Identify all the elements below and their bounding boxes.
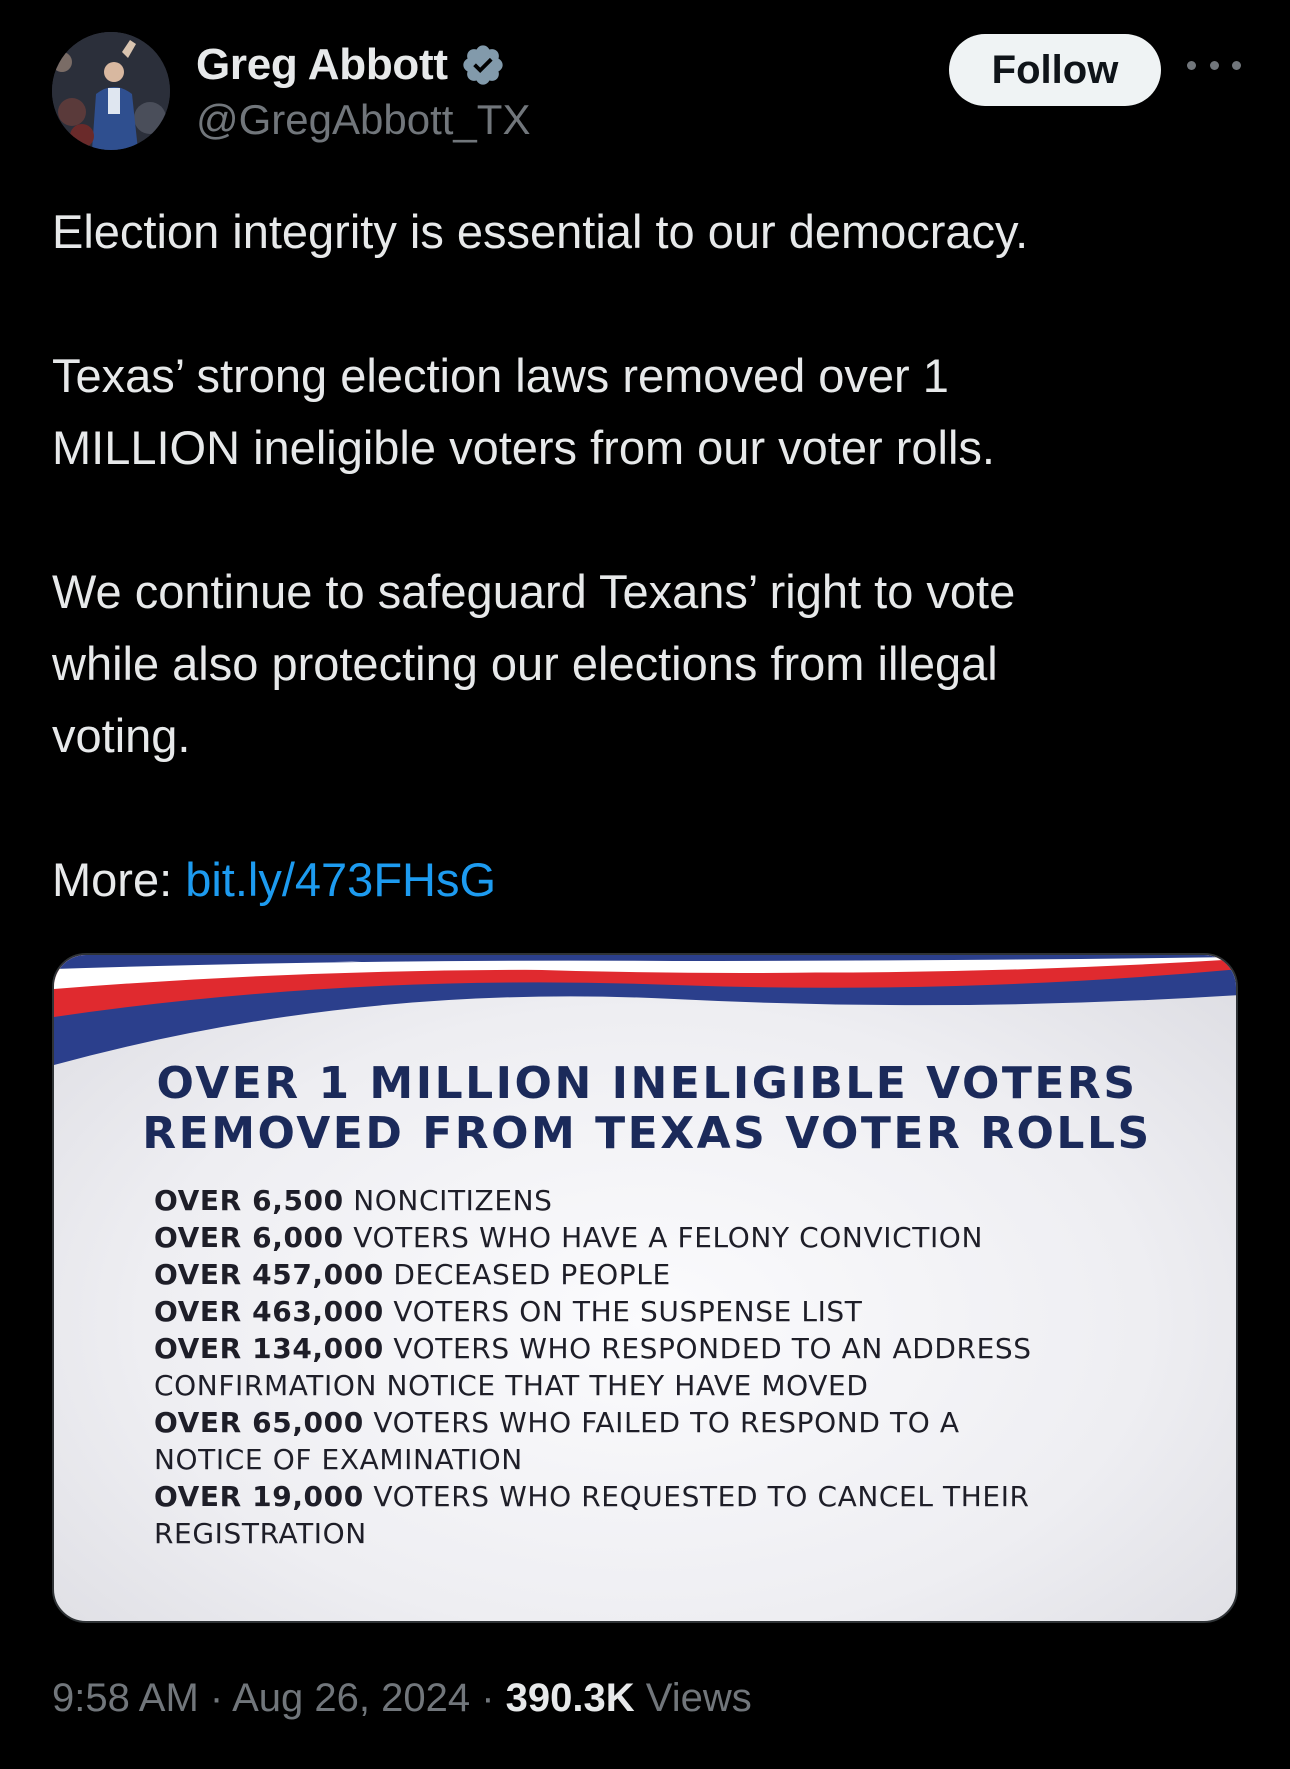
verified-badge-icon bbox=[460, 42, 506, 88]
stat-text: VOTERS WHO REQUESTED TO CANCEL THEIR bbox=[363, 1480, 1030, 1513]
display-name[interactable]: Greg Abbott bbox=[196, 40, 448, 89]
media-card[interactable] bbox=[52, 953, 1238, 1623]
timestamp-time[interactable]: 9:58 AM bbox=[52, 1676, 199, 1720]
stat-row bbox=[154, 1478, 1154, 1515]
stat-row bbox=[154, 1182, 1154, 1219]
follow-button[interactable]: Follow bbox=[949, 34, 1161, 106]
stat-text: NONCITIZENS bbox=[343, 1184, 553, 1217]
card-headline-line: OVER 1 MILLION INELIGIBLE VOTERS bbox=[156, 1058, 1138, 1109]
tweet-metadata bbox=[52, 1676, 752, 1721]
flag-wave-graphic bbox=[54, 955, 1238, 1075]
stat-number: OVER 457,000 bbox=[154, 1258, 384, 1291]
stat-text: VOTERS WHO FAILED TO RESPOND TO A bbox=[363, 1406, 960, 1439]
avatar-photo-icon bbox=[52, 32, 170, 150]
stat-row bbox=[154, 1404, 1154, 1441]
views-count[interactable]: 390.3K bbox=[505, 1676, 635, 1720]
tweet-paragraph: MILLION ineligible voters from our voter rolls. bbox=[52, 421, 995, 474]
stat-row bbox=[154, 1219, 1154, 1256]
avatar[interactable] bbox=[52, 32, 170, 150]
stat-number: OVER 19,000 bbox=[154, 1480, 364, 1513]
stat-text: NOTICE OF EXAMINATION bbox=[154, 1443, 523, 1476]
tweet-paragraph: We continue to safeguard Texans’ right to vote bbox=[52, 565, 1016, 618]
stat-number: OVER 65,000 bbox=[154, 1406, 364, 1439]
tweet-paragraph: voting. bbox=[52, 709, 191, 762]
card-stats-list bbox=[154, 1182, 1154, 1552]
stat-text: DECEASED PEOPLE bbox=[383, 1258, 671, 1291]
stat-row bbox=[154, 1256, 1154, 1293]
stat-text: CONFIRMATION NOTICE THAT THEY HAVE MOVED bbox=[154, 1369, 869, 1402]
card-headline bbox=[54, 1059, 1238, 1159]
tweet-paragraph: Election integrity is essential to our democracy. bbox=[52, 205, 1029, 258]
stat-number: OVER 134,000 bbox=[154, 1332, 384, 1365]
stat-row bbox=[154, 1367, 1154, 1404]
stat-text: VOTERS ON THE SUSPENSE LIST bbox=[383, 1295, 863, 1328]
tweet-paragraph: Texas’ strong election laws removed over 1 bbox=[52, 349, 949, 402]
stat-row bbox=[154, 1293, 1154, 1330]
stat-text: VOTERS WHO HAVE A FELONY CONVICTION bbox=[343, 1221, 983, 1254]
stat-row bbox=[154, 1515, 1154, 1552]
card-headline-line: REMOVED FROM TEXAS VOTER ROLLS bbox=[142, 1108, 1152, 1159]
timestamp-date[interactable]: Aug 26, 2024 bbox=[232, 1676, 471, 1720]
tweet-paragraph: while also protecting our elections from illegal bbox=[52, 637, 998, 690]
more-label: More: bbox=[52, 853, 173, 906]
user-handle[interactable]: @GregAbbott_TX bbox=[196, 96, 531, 143]
tweet-text bbox=[52, 196, 1232, 916]
views-label: Views bbox=[634, 1676, 752, 1720]
stat-row bbox=[154, 1330, 1154, 1367]
tweet-header bbox=[52, 32, 1242, 152]
stat-number: OVER 6,500 bbox=[154, 1184, 344, 1217]
separator: · bbox=[198, 1676, 233, 1720]
more-options-icon[interactable] bbox=[1187, 50, 1241, 80]
stat-text: VOTERS WHO RESPONDED TO AN ADDRESS bbox=[383, 1332, 1032, 1365]
tweet-link[interactable]: bit.ly/473FHsG bbox=[185, 853, 497, 906]
separator: · bbox=[470, 1676, 506, 1720]
stat-text: REGISTRATION bbox=[154, 1517, 367, 1550]
stat-number: OVER 6,000 bbox=[154, 1221, 344, 1254]
stat-number: OVER 463,000 bbox=[154, 1295, 384, 1328]
stat-row bbox=[154, 1441, 1154, 1478]
